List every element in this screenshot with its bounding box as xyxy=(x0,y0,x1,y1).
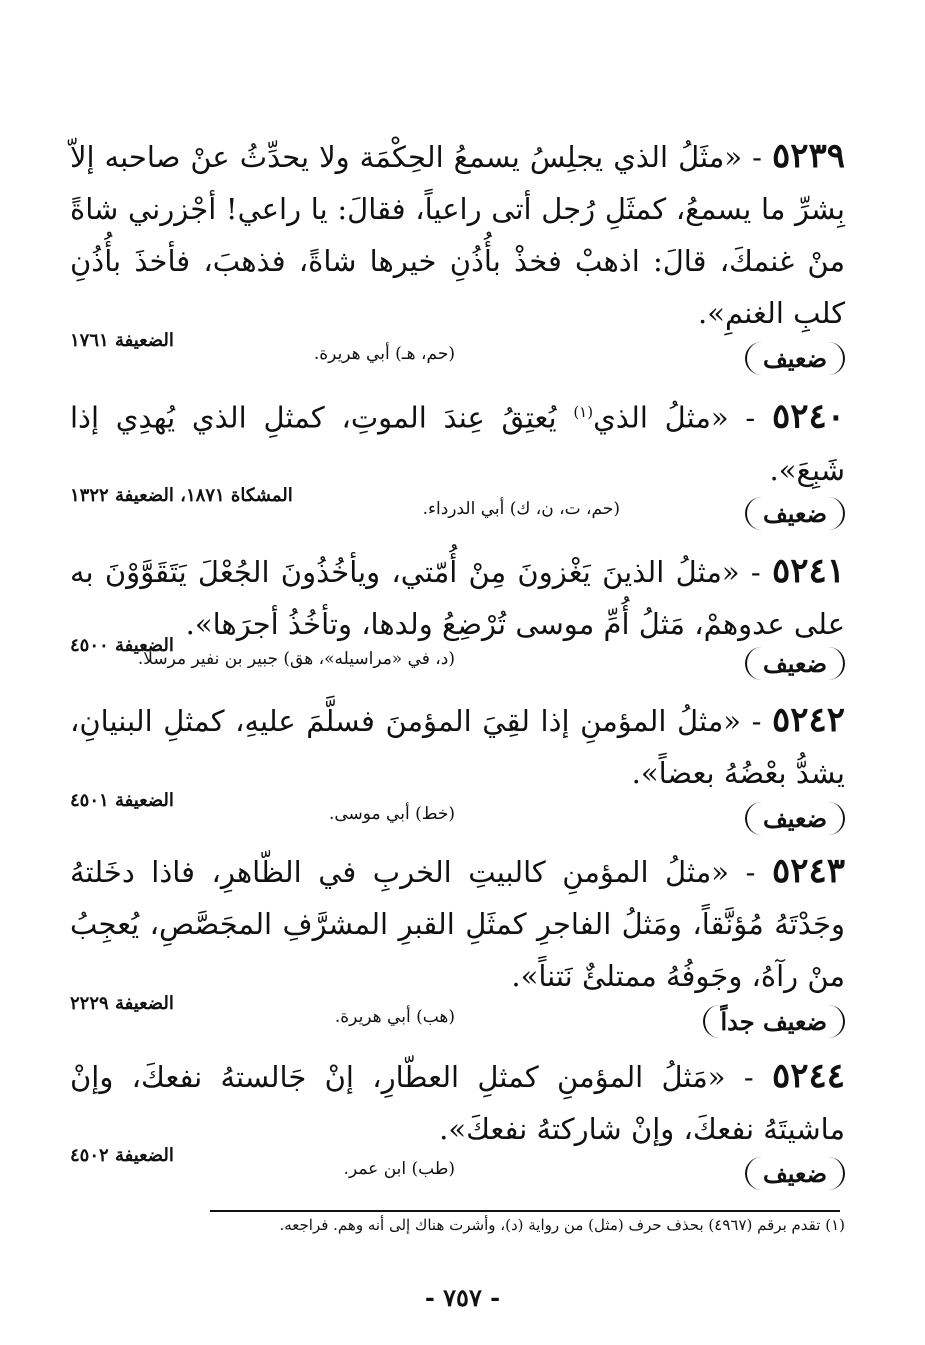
hadith-number: ٥٢٤٢ xyxy=(771,700,845,740)
hadith-entry: ٥٢٤١ - «مثلُ الذينَ يَغْزونَ مِنْ أُمّتي، ويأخُذُونَ الجُعْلَ يَتَقَوَّوْنَ به على عدوهمْ، مَثلُ أُمِّ موسى تُرْضِعُ ولدها، وتأخُذُ أجرَها». xyxy=(70,551,845,641)
hadith-number: ٥٢٤٠ xyxy=(771,396,845,437)
page-number: - ٧٥٧ - xyxy=(424,1283,501,1312)
hadith-entry: ٥٢٣٩ - «مثَلُ الذي يجلِسُ يسمعُ الحِكْمَة ولا يحدِّثُ عنْ صاحبه إلاّ بِشرِّ ما يسمعُ، كمثَلِ رُجل أتى راعياً، فقالَ: يا راعي! أجْزرني شاةً منْ غنمكَ، قالَ: اذهبْ فخذْ بأُذُنِ خيرها شاةً، فذهبَ، فأخذَ بأُذُنِ كلبِ الغنمِ». xyxy=(70,136,845,330)
source-row xyxy=(70,790,845,850)
source-row xyxy=(70,485,845,545)
hadith-number: ٥٢٤١ xyxy=(771,551,845,591)
hadith-text: «مثلُ المؤمنِ إذا لقِيَ المؤمنَ فسلَّمَ عليهِ، كمثلِ البنيانِ، يشدُّ بعْضُهُ بعضاً». xyxy=(70,704,845,790)
hadith-text: «مثَلُ الذي يجلِسُ يسمعُ الحِكْمَة ولا يحدِّثُ عنْ صاحبه إلاّ بِشرِّ ما يسمعُ، كمثَلِ رُجل أتى راعياً، فقالَ: يا راعي! أجْزرني شاةً منْ غنمكَ، قالَ: اذهبْ فخذْ بأُذُنِ خيرها شاةً، فذهبَ، فأخذَ بأُذُنِ كلبِ الغنمِ». xyxy=(70,140,845,330)
source-row xyxy=(70,330,845,390)
source-row xyxy=(70,1145,845,1205)
source-reference: (حم، ت، ن، ك) أبي الدرداء. xyxy=(422,499,620,519)
grade-badge: ضعيف xyxy=(745,342,845,375)
source-reference: (حم، هـ) أبي هريرة. xyxy=(313,344,455,364)
source-reference: (خط) أبي موسى. xyxy=(328,804,455,824)
hadith-text: «مثلُ المؤمنِ كالبيتِ الخربِ في الظّاهرِ، فاذا دخَلتهُ وجَدْتَهُ مُؤنَّقاً، ومَثلُ الفاجرِ كمثَلِ القبرِ المشرَّفِ المجَصَّصِ، يُعجِبُ منْ رآهُ، وجَوفُهُ ممتلئٌ نَتناً». xyxy=(70,855,845,993)
hadith-text: «مَثلُ المؤمنِ كمثلِ العطّارِ، إنْ جَالستهُ نفعكَ، وإنْ ماشيتَهُ نفعكَ، وإنْ شاركتهُ نفعكَ». xyxy=(70,1060,845,1146)
hadith-entry: ٥٢٤٠ - «مثلُ الذي$^{(١)}$ يُعتِقُ عِندَ الموتِ، كمثلِ الذي يُهدِي إذا شَبِعَ». xyxy=(70,396,845,487)
hadith-entry: ٥٢٤٣ - «مثلُ المؤمنِ كالبيتِ الخربِ في الظّاهرِ، فاذا دخَلتهُ وجَدْتَهُ مُؤنَّقاً، ومَثلُ الفاجرِ كمثَلِ القبرِ المشرَّفِ المجَصَّصِ، يُعجِبُ منْ رآهُ، وجَوفُهُ ممتلئٌ نَتناً». xyxy=(70,851,845,993)
book-reference: الضعيفة ٤٥٠١ xyxy=(70,790,174,811)
hadith-number: ٥٢٣٩ xyxy=(771,136,845,176)
hadith-text: «مثلُ الذينَ يَغْزونَ مِنْ أُمّتي، ويأخُذُونَ الجُعْلَ يَتَقَوَّوْنَ به على عدوهمْ، مَثلُ أُمِّ موسى تُرْضِعُ ولدها، وتأخُذُ أجرَها». xyxy=(70,555,845,641)
grade-badge: ضعيف جداً xyxy=(703,1005,846,1038)
footnote: (١) تقدم برقم (٤٩٦٧) بحذف حرف (مثل) من رواية (د)، وأشرت هناك إلى أنه وهم. فراجعه. xyxy=(279,1216,845,1234)
hadith-entry: ٥٢٤٤ - «مَثلُ المؤمنِ كمثلِ العطّارِ، إنْ جَالستهُ نفعكَ، وإنْ ماشيتَهُ نفعكَ، وإنْ شاركتهُ نفعكَ». xyxy=(70,1056,845,1146)
book-reference: الضعيفة ٢٢٢٩ xyxy=(70,993,174,1014)
book-reference: الضعيفة ١٧٦١ xyxy=(70,330,174,351)
book-reference: المشكاة ١٨٧١، الضعيفة ١٣٢٢ xyxy=(70,485,293,506)
hadith-number: ٥٢٤٣ xyxy=(771,851,845,891)
source-row xyxy=(70,993,845,1053)
book-reference: الضعيفة ٤٥٠٠ xyxy=(70,635,174,656)
hadith-number: ٥٢٤٤ xyxy=(771,1056,845,1096)
grade-badge: ضعيف xyxy=(745,497,845,530)
hadith-text: يُعتِقُ عِندَ الموتِ، كمثلِ الذي يُهدِي إذا شَبِعَ». xyxy=(70,400,845,487)
grade-badge: ضعيف xyxy=(745,802,845,835)
grade-badge: ضعيف xyxy=(745,647,845,680)
source-reference: (د، في «مراسيله»، هق) جبير بن نفير مرسلاً. xyxy=(137,649,455,669)
source-row xyxy=(70,635,845,695)
hadith-text-start: «مثلُ الذي xyxy=(593,400,729,435)
grade-badge: ضعيف xyxy=(745,1157,845,1190)
footnote-divider xyxy=(210,1210,840,1212)
book-reference: الضعيفة ٤٥٠٢ xyxy=(70,1145,174,1166)
source-reference: (طب) ابن عمر. xyxy=(343,1159,455,1179)
footnote-marker: (١) xyxy=(573,403,594,421)
hadith-entry: ٥٢٤٢ - «مثلُ المؤمنِ إذا لقِيَ المؤمنَ فسلَّمَ عليهِ، كمثلِ البنيانِ، يشدُّ بعْضُهُ بعضاً». xyxy=(70,700,845,790)
source-reference: (هب) أبي هريرة. xyxy=(334,1007,455,1027)
